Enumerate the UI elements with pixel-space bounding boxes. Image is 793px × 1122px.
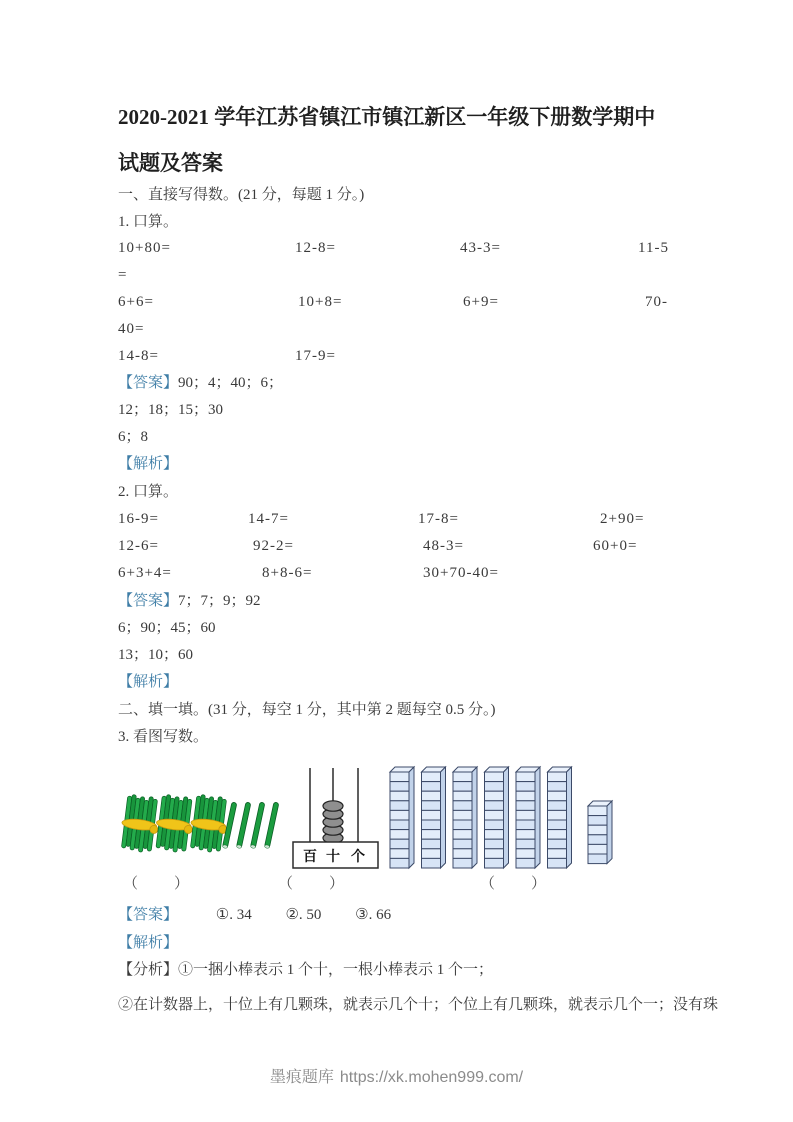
math-expression: 48-3= (423, 538, 464, 554)
answer-label: 【答案】 (118, 375, 179, 391)
q3-analysis-text: 【分析】①一捆小棒表示 1 个十，一根小棒表示 1 个一； (118, 962, 494, 978)
document-title-line2: 试题及答案 (118, 151, 223, 175)
math-expression: 43-3= (460, 240, 501, 256)
document-title (118, 94, 680, 186)
answer-blank: （ ） (123, 876, 192, 892)
abacus-place-label: 百 (303, 850, 317, 865)
q1-equation-row (118, 292, 678, 312)
math-expression: 2+90= (600, 511, 645, 527)
math-expression: 30+70-40= (423, 565, 499, 581)
cube-tower (588, 801, 612, 864)
analysis-label: 【解析】 (118, 935, 179, 951)
q2-answer-line: 6；90；45；60 (118, 620, 216, 636)
q2-answer-line: 13；10；60 (118, 647, 194, 663)
math-expression: 17-8= (418, 511, 459, 527)
abacus-place-label: 个 (351, 850, 365, 865)
math-expression: 60+0= (593, 538, 638, 554)
abacus-bead (323, 801, 343, 811)
math-expression: 6+6= (118, 294, 154, 310)
cube-tower (485, 767, 509, 868)
q2-equation-row (118, 563, 678, 583)
single-stick (250, 802, 265, 849)
question-3-figure (118, 752, 675, 877)
single-stick (236, 802, 251, 849)
cube-tower (516, 767, 540, 868)
analysis-label: 【解析】 (118, 456, 179, 472)
cube-tower (453, 767, 477, 868)
q1-equation-row (118, 319, 678, 339)
answer-label: 【答案】 (118, 907, 179, 923)
footer-url-link[interactable]: https://xk.mohen999.com/ (339, 1069, 524, 1086)
question-3-label: 3. 看图写数。 (118, 729, 209, 745)
q3-analysis-label (118, 933, 678, 953)
math-expression: 6+3+4= (118, 565, 172, 581)
math-expression: 10+80= (118, 240, 171, 256)
math-expression: 16-9= (118, 511, 159, 527)
section-1-heading: 一、直接写得数。(21 分，每题 1 分。) (118, 187, 365, 203)
answer-item: ②. 50 (285, 907, 322, 923)
abacus-place-label: 十 (326, 850, 340, 865)
q2-equation-row (118, 509, 678, 529)
cube-tower (548, 767, 572, 868)
math-expression: 14-7= (248, 511, 289, 527)
q2-equation-row (118, 536, 678, 556)
footer-site-name: 墨痕题库 (269, 1069, 334, 1086)
stick-bundle (153, 794, 196, 854)
answer-item: ①. 34 (215, 907, 252, 923)
math-expression: 14-8= (118, 348, 159, 364)
question-2-label: 2. 口算。 (118, 484, 179, 500)
cube-tower (390, 767, 414, 868)
math-expression: 10+8= (298, 294, 343, 310)
math-expression: 12-8= (295, 240, 336, 256)
answer-blank: （ ） (278, 876, 347, 892)
q1-equation-row (118, 238, 678, 258)
q1-equation-row (118, 346, 678, 366)
footer (0, 1064, 793, 1087)
math-expression: 92-2= (253, 538, 294, 554)
math-expression: 8+8-6= (262, 565, 313, 581)
single-stick (264, 802, 279, 849)
q1-analysis-label (118, 454, 678, 474)
q1-answer-line: 6；8 (118, 429, 149, 445)
math-expression: 70- (645, 294, 668, 310)
cube-tower (422, 767, 446, 868)
q1-equation-row (118, 265, 678, 285)
q2-analysis-label (118, 672, 678, 692)
math-expression: 40= (118, 321, 145, 337)
document-title-line1: 2020-2021 学年江苏省镇江市镇江新区一年级下册数学期中 (118, 105, 656, 129)
answer-item: ③. 66 (355, 907, 392, 923)
math-expression: 12-6= (118, 538, 159, 554)
answer-label: 【答案】 (118, 593, 179, 609)
q2-answer-line (118, 591, 678, 611)
stick-bundle (119, 794, 162, 854)
q3-answer-line (118, 905, 678, 925)
q3-analysis-text: ②在计数器上，十位上有几颗珠，就表示几个十；个位上有几颗珠，就表示几个一；没有珠 (118, 997, 719, 1013)
answer-values: 90；4；40；6； (178, 375, 284, 391)
counting-figure-image (118, 752, 675, 877)
section-2-heading: 二、填一填。(31 分，每空 1 分，其中第 2 题每空 0.5 分。) (118, 702, 496, 718)
math-expression: 17-9= (295, 348, 336, 364)
answer-blank: （ ） (480, 876, 549, 892)
answer-values: 7；7；9；92 (178, 593, 261, 609)
math-expression: 11-5 (638, 240, 669, 256)
q1-answer-line (118, 373, 678, 393)
q1-answer-line: 12；18；15；30 (118, 402, 224, 418)
analysis-label: 【解析】 (118, 674, 179, 690)
math-expression: = (118, 267, 128, 283)
question-1-label: 1. 口算。 (118, 214, 179, 230)
math-expression: 6+9= (463, 294, 499, 310)
